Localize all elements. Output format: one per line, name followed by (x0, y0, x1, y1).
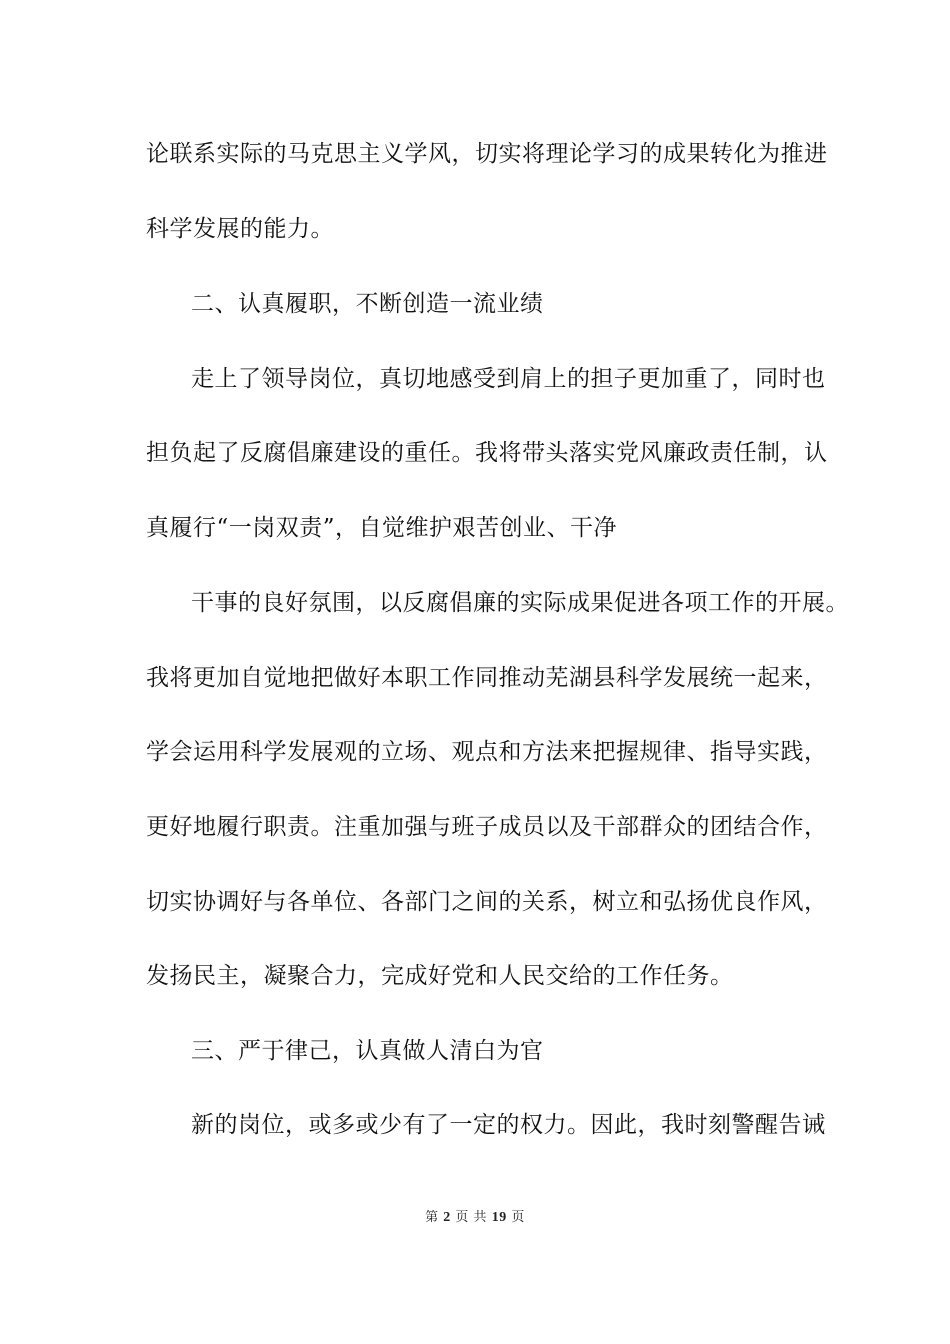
body-text-line: 论联系实际的马克思主义学风，切实将理论学习的成果转化为推进 (146, 141, 828, 167)
body-text-line: 走上了领导岗位，真切地感受到肩上的担子更加重了，同时也 (191, 366, 826, 392)
body-text-line: 担负起了反腐倡廉建设的重任。我将带头落实党风廉政责任制，认 (146, 440, 828, 466)
body-text-line: 更好地履行职责。注重加强与班子成员以及干部群众的团结合作， (146, 814, 828, 840)
body-text-line: 真履行“一岗双责”，自觉维护艰苦创业、干净 (146, 515, 618, 541)
section-heading: 二、认真履职，不断创造一流业绩 (191, 291, 544, 317)
body-text-line: 切实协调好与各单位、各部门之间的关系，树立和弘扬优良作风， (146, 889, 828, 915)
page-footer (0, 1209, 950, 1227)
body-text-line: 发扬民主，凝聚合力，完成好党和人民交给的工作任务。 (146, 963, 734, 989)
body-text-line: 科学发展的能力。 (146, 216, 334, 242)
footer-page-number: 2 (443, 1210, 451, 1225)
footer-middle: 页 共 (455, 1210, 488, 1225)
body-text-line: 我将更加自觉地把做好本职工作同推动芜湖县科学发展统一起来， (146, 665, 828, 691)
body-text-line: 干事的良好氛围，以反腐倡廉的实际成果促进各项工作的开展。 (191, 590, 849, 616)
body-text-line: 新的岗位，或多或少有了一定的权力。因此，我时刻警醒告诫 (191, 1112, 826, 1138)
footer-prefix: 第 (425, 1210, 439, 1225)
section-heading: 三、严于律己，认真做人清白为官 (191, 1038, 544, 1064)
footer-suffix: 页 (511, 1210, 525, 1225)
body-text-line: 学会运用科学发展观的立场、观点和方法来把握规律、指导实践， (146, 739, 828, 765)
footer-total-pages: 19 (491, 1210, 507, 1225)
